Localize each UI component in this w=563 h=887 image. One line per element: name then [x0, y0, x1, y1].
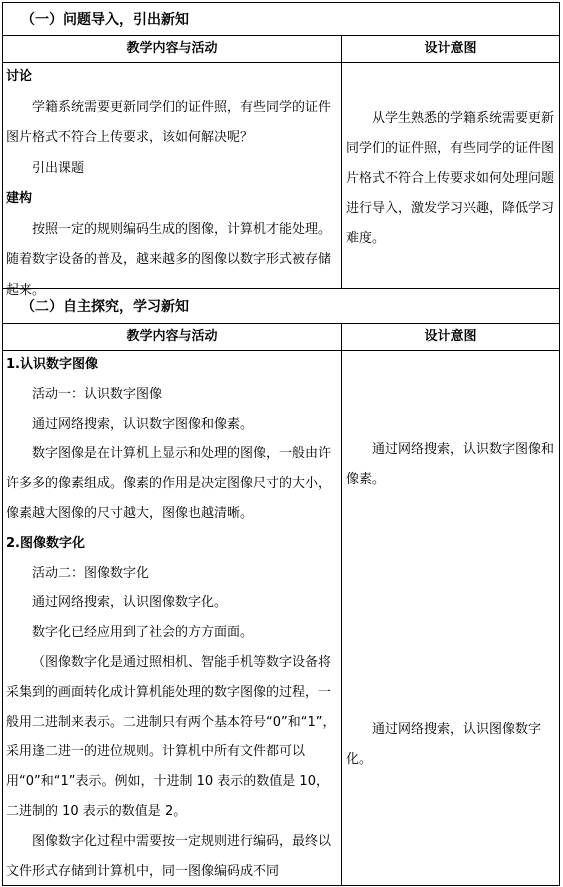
section2-design-intent-1: 通过网络搜索，认识数字图像和像素。: [346, 442, 555, 487]
section1-col-right-header: 设计意图: [341, 36, 559, 62]
section1-design-intent: 从学生熟悉的学籍系统需要更新同学们的证件照，有些同学的证件图片格式不符合上传要求如何处理问题进行导入，激发学习兴趣，降低学习难度。: [346, 111, 555, 246]
section1-paragraph-question: 学籍系统需要更新同学们的证件照，有些同学的证件图片格式不符合上传要求，该如何解决呢？: [6, 99, 332, 145]
section1-title-box: [2, 2, 560, 36]
section2-left-content: [6, 350, 336, 886]
activity2-paragraph-4: 图像数字化过程中需要按一定规则进行编码，最终以文件形式存储到计算机中，同一图像编码成不同: [6, 833, 332, 879]
section2-heading-1: 1.认识数字图像: [6, 357, 98, 372]
section2-heading-2: 2.图像数字化: [6, 535, 85, 551]
section2-col-left-header: 教学内容与活动: [126, 329, 218, 344]
activity2-paragraph-1: 通过网络搜索，认识图像数字化。: [32, 595, 228, 611]
section2-title-box: [2, 288, 560, 324]
section2-right-intent-2: [346, 715, 556, 775]
activity2-title: 活动二：图像数字化: [32, 565, 150, 581]
section2-col-right-header: 设计意图: [341, 324, 559, 350]
section2-column-headers: [2, 323, 560, 351]
section1-title: （一）问题导入，引出新知: [21, 12, 189, 28]
section1-heading-construct: 建构: [6, 191, 33, 206]
section2-right-intent-1: [346, 435, 556, 495]
section1-paragraph-topic: 引出课题: [32, 160, 85, 176]
activity1-title: 活动一：认识数字图像: [32, 386, 163, 402]
activity2-paragraph-2: 数字化已经应用到了社会的方方面面。: [32, 625, 254, 641]
section1-heading-discuss: 讨论: [6, 69, 33, 84]
section2-design-intent-2: 通过网络搜索，认识图像数字化。: [346, 722, 542, 767]
section1-col-left-header: 教学内容与活动: [126, 41, 218, 56]
section1-right-content: [346, 104, 556, 254]
activity1-paragraph-1: 通过网络搜索，认识数字图像和像素。: [32, 416, 254, 432]
section1-paragraph-construct: 按照一定的规则编码生成的图像，计算机才能处理。随着数字设备的普及，越来越多的图像以数字形式被存储起来。: [6, 221, 332, 298]
section2-title: （二）自主探究，学习新知: [21, 299, 189, 315]
section1-left-content: [6, 62, 336, 306]
activity2-paragraph-3: （图像数字化是通过照相机、智能手机等数字设备将采集到的画面转化成计算机能处理的数字图像的过程，一般用二进制来表示。二进制只有两个基本符号“0”和“1”，采用逢二进一的进位规则。计算机中所有文件都可以用“0”和“1”表示。例如，十进制 10 表示的数值是 10，二进制的 10 表示的数值是 2。: [6, 654, 336, 819]
activity1-paragraph-2: 数字图像是在计算机上显示和处理的图像，一般由许许多多的像素组成。像素的作用是决定图像尺寸的大小，像素越大图像的尺寸越大，图像也越清晰。: [6, 446, 332, 521]
section1-column-headers: [2, 35, 560, 63]
